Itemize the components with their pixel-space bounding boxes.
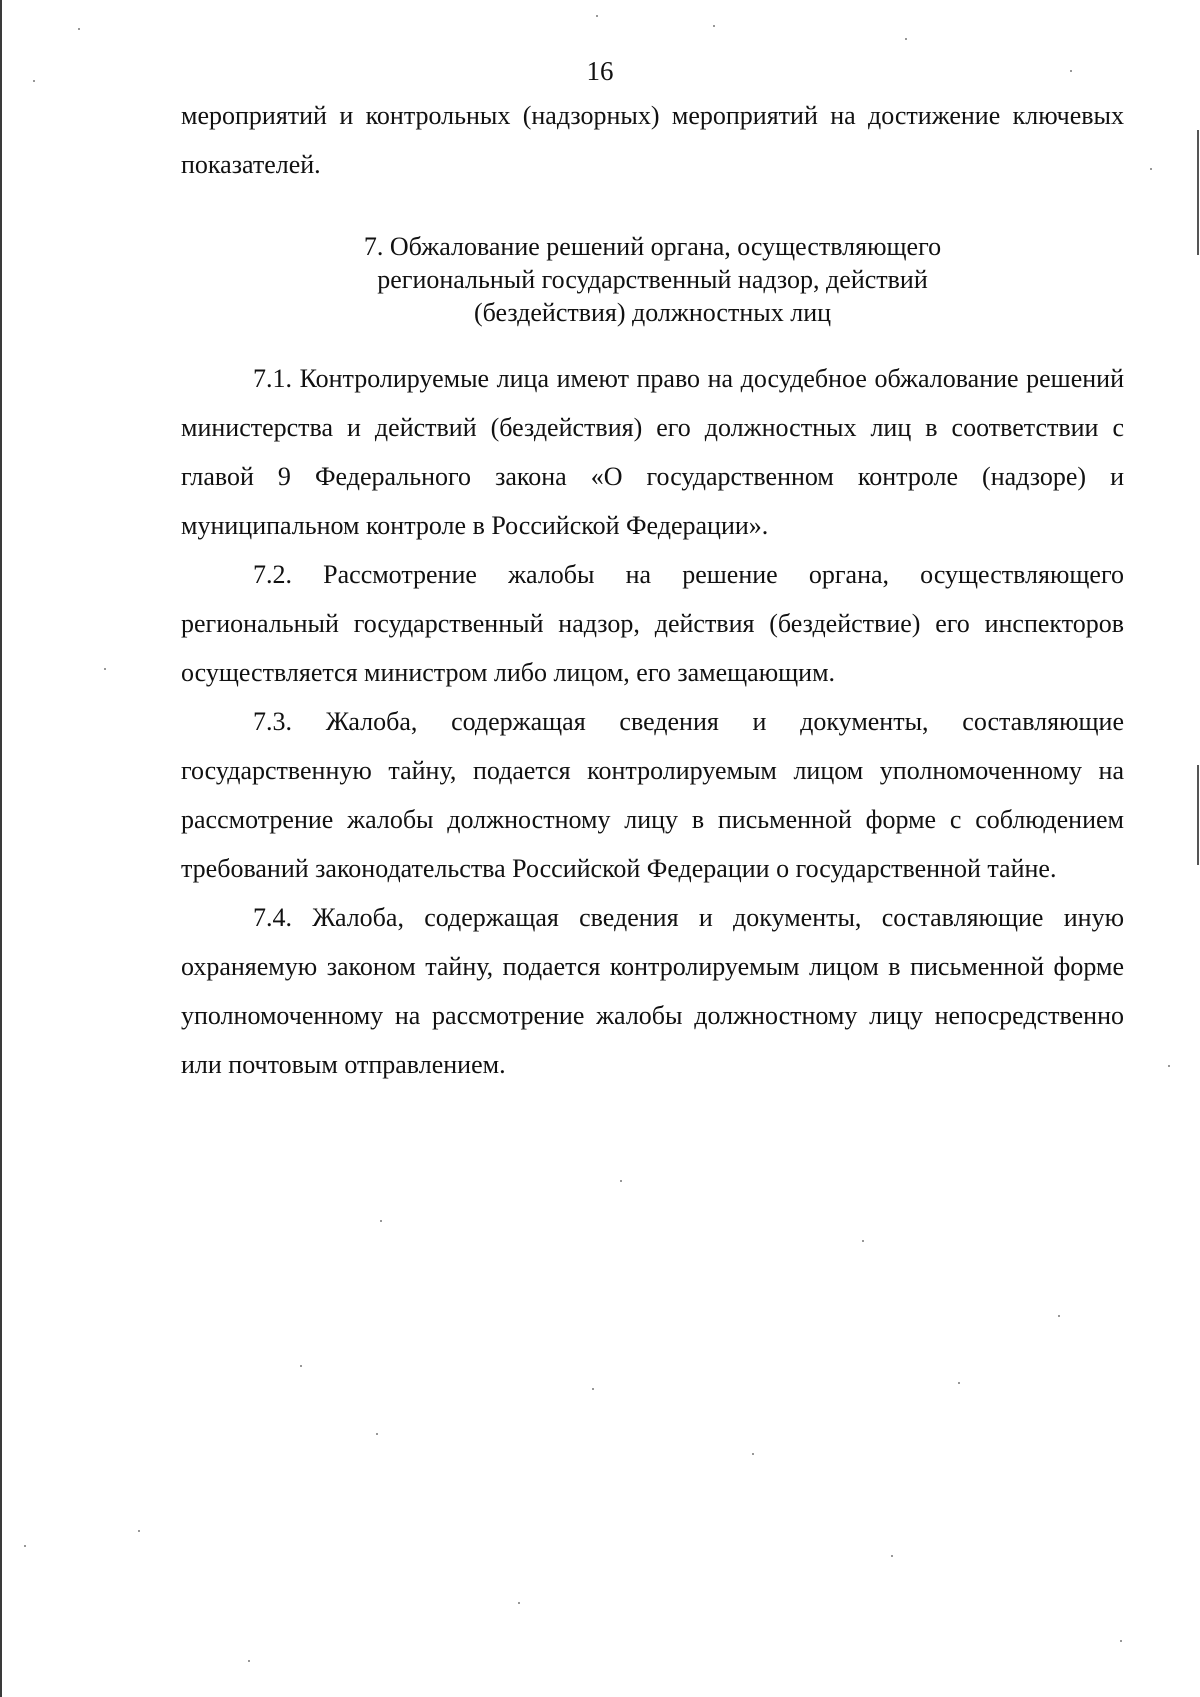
scan-speck xyxy=(24,1545,26,1547)
scan-speck xyxy=(1070,70,1072,72)
scan-speck xyxy=(1058,1315,1060,1317)
paragraph-7-4: 7.4. Жалоба, содержащая сведения и документы, составляющие иную охраняемую законом тайну, подается контролируемым лицом в письменной форме уполномоченному на рассмотрение жалобы должностному лицу непосредственно или почтовым отправлением. xyxy=(181,903,1124,1079)
section-heading xyxy=(181,230,1124,329)
paragraph-7-3: 7.3. Жалоба, содержащая сведения и документы, составляющие государственную тайну, подается контролируемым лицом уполномоченному на рассмотрение жалобы должностному лицу в письменной форме с соблюдением требований законодательства Российской Федерации о государственной тайне. xyxy=(181,707,1124,883)
carryover-block xyxy=(181,91,1124,189)
scan-edge-right-mark xyxy=(1197,130,1199,255)
scan-speck xyxy=(905,38,907,40)
section-heading-line: 7. Обжалование решений органа, осуществляющего xyxy=(363,232,942,261)
paragraph-7-1: 7.1. Контролируемые лица имеют право на досудебное обжалование решений министерства и действий (бездействия) его должностных лиц в соответствии с главой 9 Федерального закона «О государственном контроле (надзоре) и муниципальном контроле в Российской Федерации». xyxy=(181,364,1124,540)
scan-speck xyxy=(891,1555,893,1557)
scan-speck xyxy=(1120,1640,1122,1642)
scan-speck xyxy=(138,1530,140,1532)
section-body xyxy=(181,354,1124,1089)
carryover-paragraph: мероприятий и контрольных (надзорных) мероприятий на достижение ключевых показателей. xyxy=(181,101,1124,179)
section-heading-line: региональный государственный надзор, действий xyxy=(377,265,928,294)
scan-speck xyxy=(592,1388,594,1390)
scan-speck xyxy=(1168,1065,1170,1067)
scan-speck xyxy=(33,80,35,82)
scan-speck xyxy=(248,1660,250,1662)
scan-speck xyxy=(862,1240,864,1242)
scan-speck xyxy=(752,1453,754,1455)
scan-speck xyxy=(104,668,106,670)
scan-speck xyxy=(300,1365,302,1367)
scan-speck xyxy=(1150,168,1152,170)
scan-edge-right-mark xyxy=(1197,765,1199,865)
scan-speck xyxy=(620,1180,622,1182)
scan-speck xyxy=(713,25,715,27)
scan-speck xyxy=(376,1433,378,1435)
page-number: 16 xyxy=(586,56,614,86)
scan-edge-left xyxy=(0,0,2,1697)
scan-speck xyxy=(518,1602,520,1604)
scan-speck xyxy=(596,15,598,17)
paragraph-7-2: 7.2. Рассмотрение жалобы на решение органа, осуществляющего региональный государственный надзор, действия (бездействие) его инспекторов осуществляется министром либо лицом, его замещающим. xyxy=(181,560,1124,687)
section-heading-line: (бездействия) должностных лиц xyxy=(473,298,832,327)
scan-speck xyxy=(958,1382,960,1384)
scan-speck xyxy=(380,1220,382,1222)
scan-speck xyxy=(78,28,80,30)
